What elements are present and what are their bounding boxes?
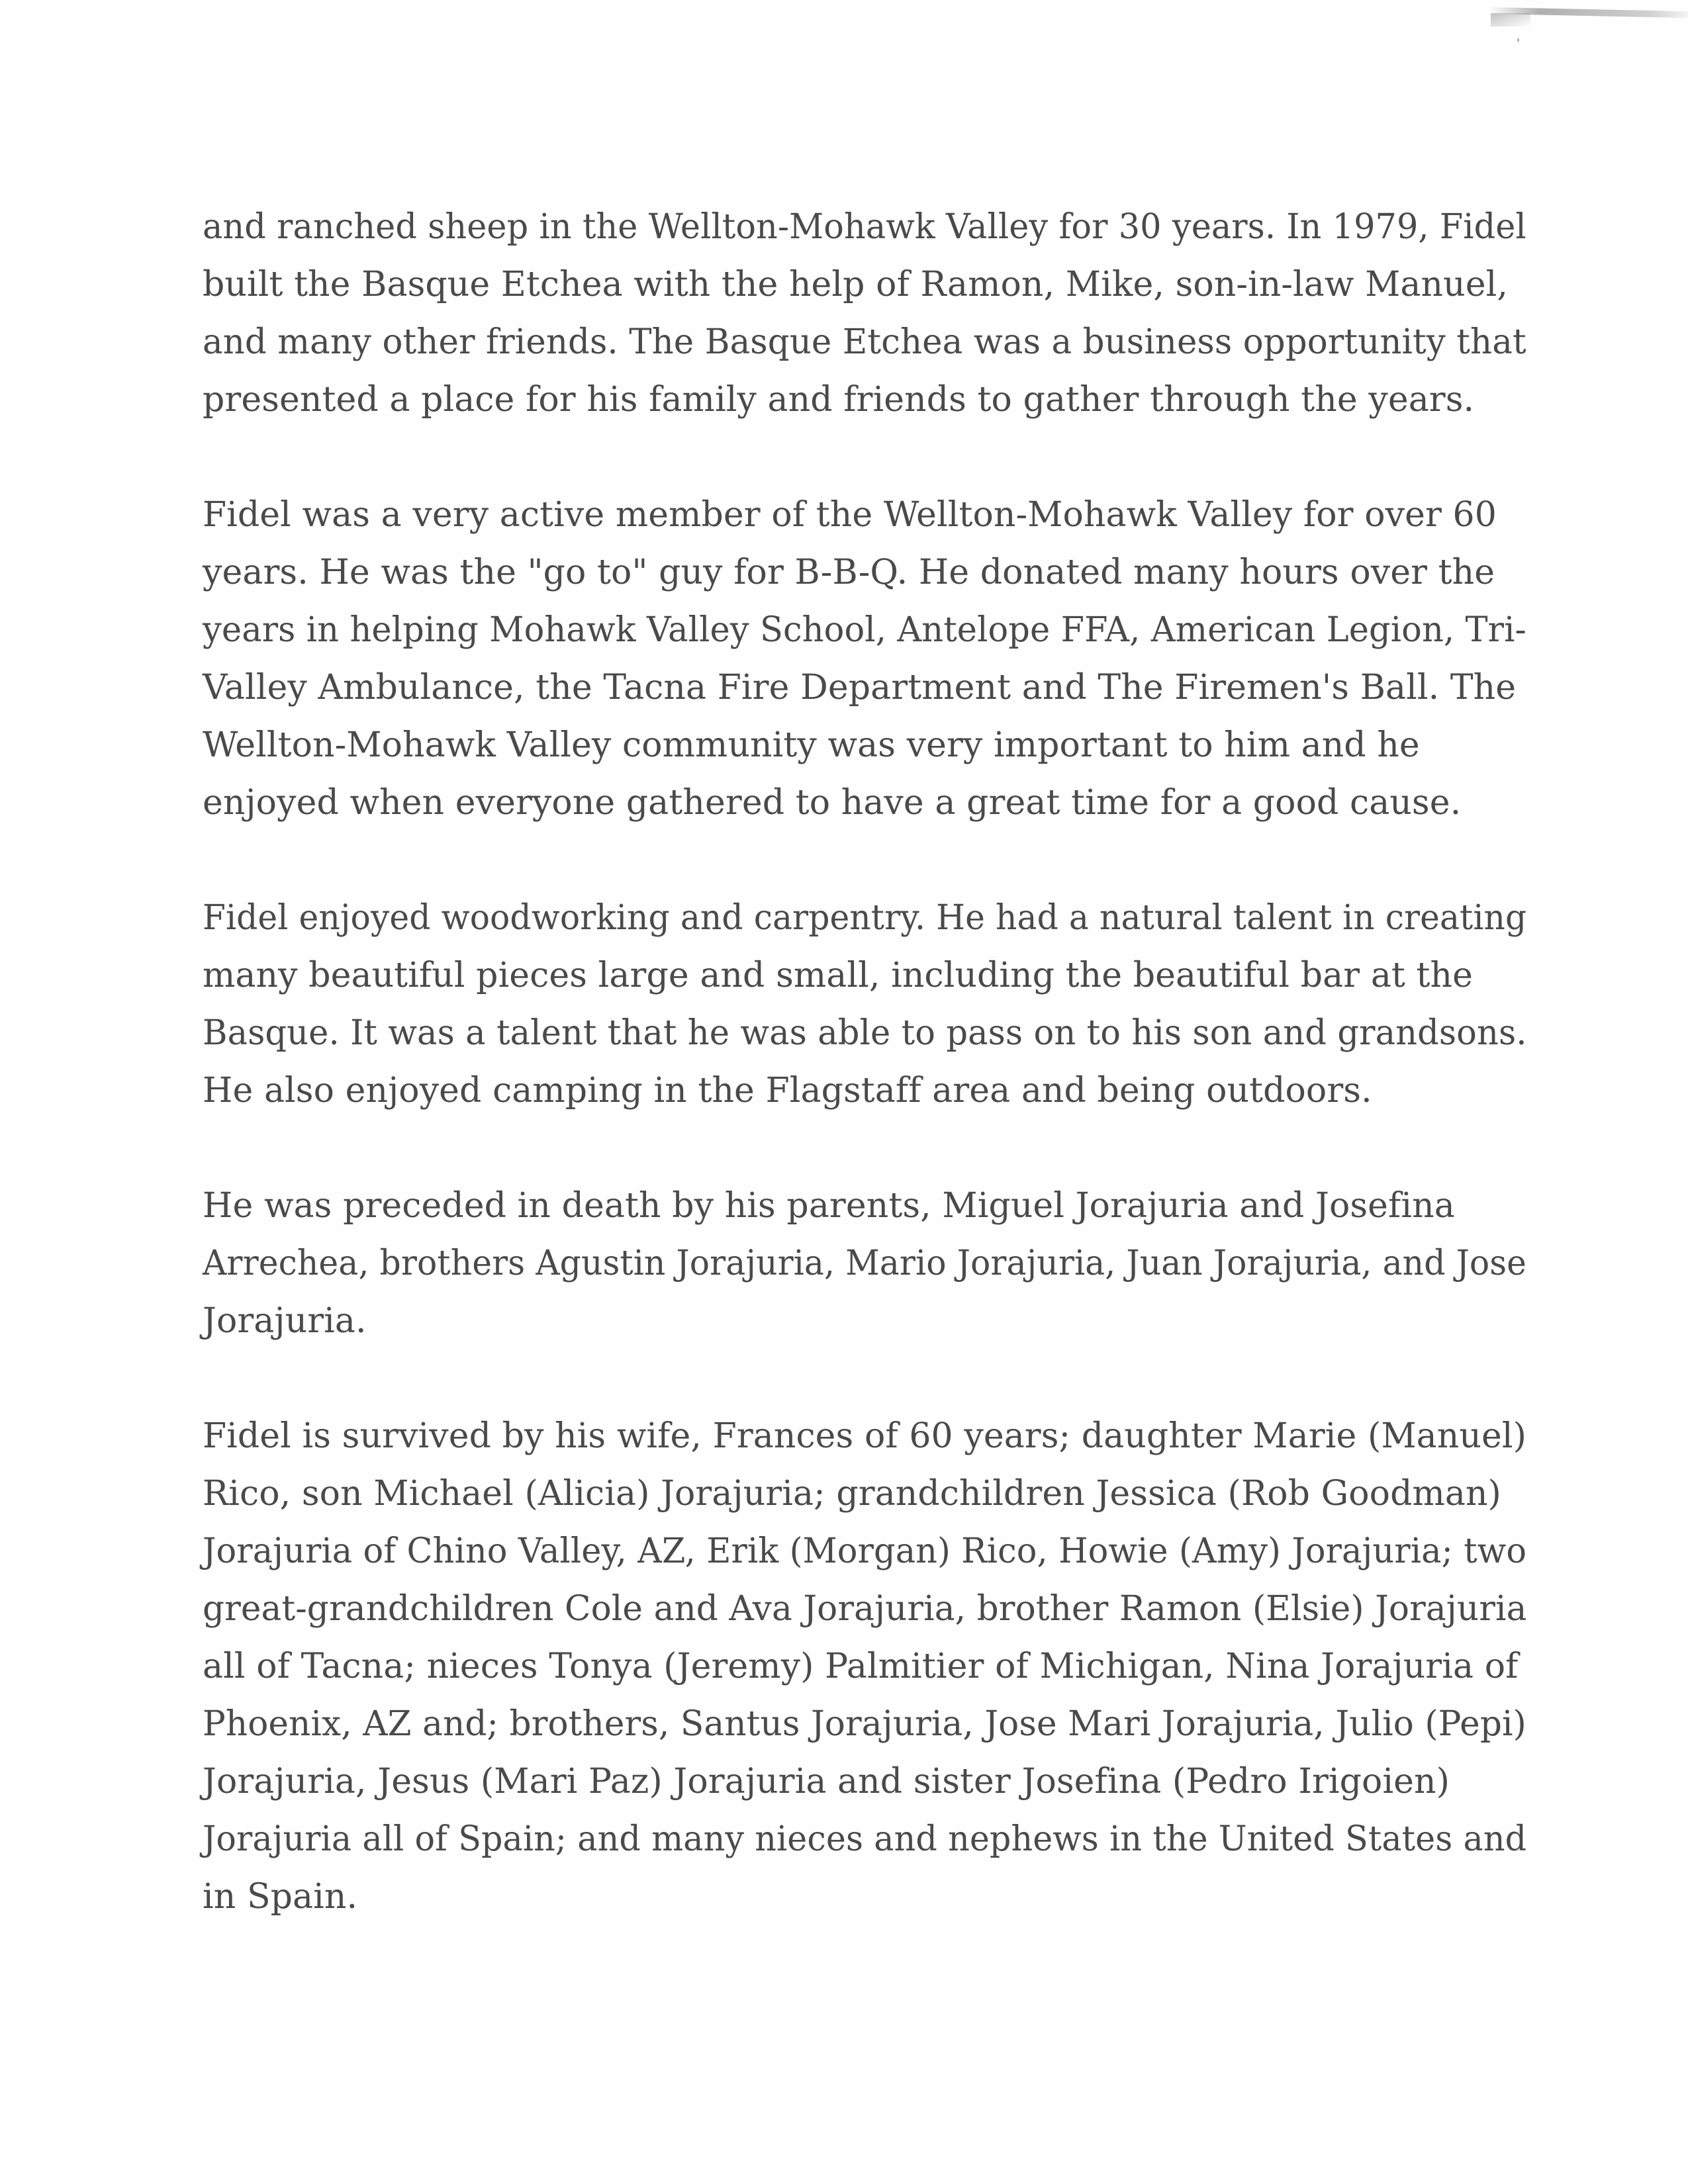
text-line: Fidel enjoyed woodworking and carpentry. He had a natural talent in creating bbox=[203, 898, 1527, 938]
text-line: Basque. It was a talent that he was able to pass on to his son and grandsons. bbox=[203, 1013, 1527, 1053]
text-line: Phoenix, AZ and; brothers, Santus Jorajuria, Jose Mari Jorajuria, Julio (Pepi) bbox=[203, 1704, 1526, 1744]
text-line: all of Tacna; nieces Tonya (Jeremy) Palmitier of Michigan, Nina Jorajuria of bbox=[203, 1647, 1519, 1686]
scan-artifact-dot bbox=[1517, 38, 1519, 42]
text-line: Fidel was a very active member of the Wellton-Mohawk Valley for over 60 bbox=[203, 495, 1497, 535]
text-line: Rico, son Michael (Alicia) Jorajuria; grandchildren Jessica (Rob Goodman) bbox=[203, 1474, 1501, 1514]
paragraph-basque-etchea bbox=[203, 199, 1526, 429]
text-line: He was preceded in death by his parents, Miguel Jorajuria and Josefina bbox=[203, 1186, 1455, 1226]
text-line: many beautiful pieces large and small, including the beautiful bar at the bbox=[203, 956, 1474, 995]
paragraph-woodworking bbox=[203, 889, 1526, 1120]
text-line: He also enjoyed camping in the Flagstaff area and being outdoors. bbox=[203, 1071, 1372, 1111]
document-body bbox=[203, 199, 1526, 1983]
text-line: Jorajuria, Jesus (Mari Paz) Jorajuria and sister Josefina (Pedro Irigoien) bbox=[203, 1762, 1450, 1801]
text-line: Wellton-Mohawk Valley community was very important to him and he bbox=[203, 725, 1420, 765]
paragraph-preceded-in-death bbox=[203, 1177, 1526, 1350]
text-line: built the Basque Etchea with the help of Ramon, Mike, son-in-law Manuel, bbox=[203, 265, 1508, 304]
text-line: Jorajuria of Chino Valley, AZ, Erik (Morgan) Rico, Howie (Amy) Jorajuria; two bbox=[203, 1531, 1527, 1571]
text-line: in Spain. bbox=[203, 1877, 358, 1917]
text-line: Fidel is survived by his wife, Frances of 60 years; daughter Marie (Manuel) bbox=[203, 1416, 1526, 1456]
paragraph-community bbox=[203, 486, 1526, 832]
text-line: Jorajuria. bbox=[203, 1301, 367, 1341]
scan-artifact-corner bbox=[1491, 13, 1530, 26]
text-line: Valley Ambulance, the Tacna Fire Department and The Firemen's Ball. The bbox=[203, 668, 1517, 707]
text-line: Arrechea, brothers Agustin Jorajuria, Mario Jorajuria, Juan Jorajuria, and Jose bbox=[203, 1244, 1527, 1283]
paragraph-survived-by bbox=[203, 1408, 1526, 1926]
text-line: enjoyed when everyone gathered to have a great time for a good cause. bbox=[203, 783, 1462, 823]
text-line: years in helping Mohawk Valley School, Antelope FFA, American Legion, Tri- bbox=[203, 610, 1526, 650]
text-line: years. He was the "go to" guy for B-B-Q. He donated many hours over the bbox=[203, 553, 1495, 592]
text-line: presented a place for his family and friends to gather through the years. bbox=[203, 380, 1475, 420]
text-line: and ranched sheep in the Wellton-Mohawk Valley for 30 years. In 1979, Fidel bbox=[203, 207, 1526, 247]
text-line: Jorajuria all of Spain; and many nieces and nephews in the United States and bbox=[203, 1819, 1527, 1859]
text-line: great-grandchildren Cole and Ava Jorajuria, brother Ramon (Elsie) Jorajuria bbox=[203, 1589, 1527, 1629]
text-line: and many other friends. The Basque Etchea was a business opportunity that bbox=[203, 322, 1526, 362]
